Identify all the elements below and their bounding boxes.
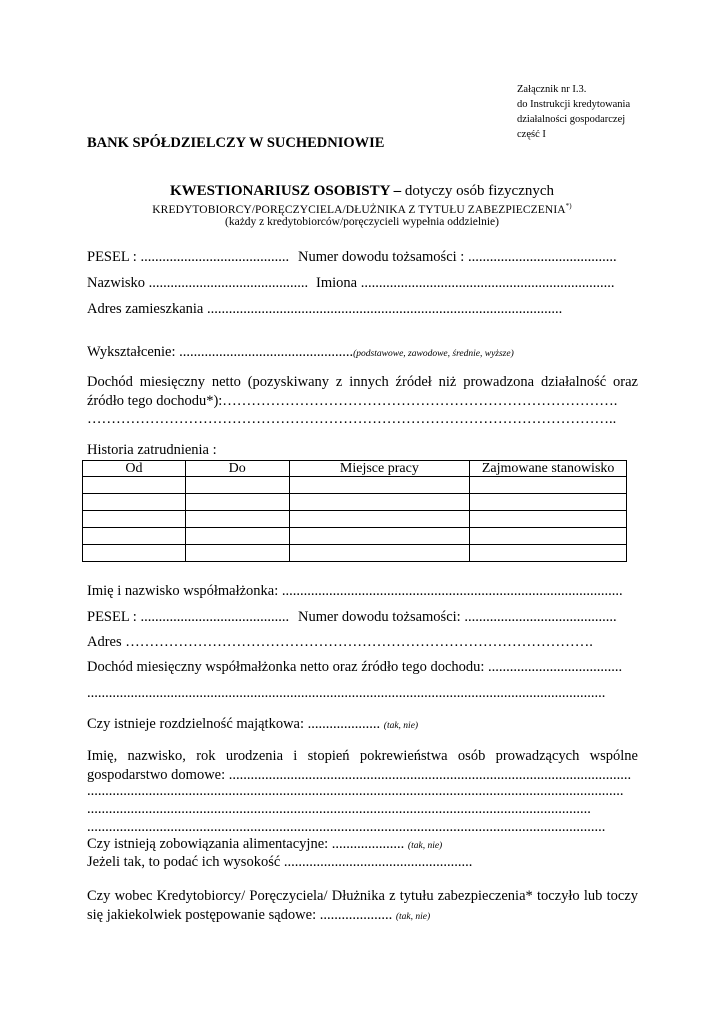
alimony-text: Czy istnieją zobowiązania alimentacyjne: .................... (87, 836, 405, 852)
cell-to[interactable] (185, 545, 289, 562)
household-field[interactable]: Imię, nazwisko, rok urodzenia i stopień pokrewieństwa osób prowadzących wspólne gospodarstwo domowe: ............................................................................................................... (87, 748, 638, 783)
table-row (83, 511, 627, 528)
spouse-address-field[interactable]: Adres ……………………………………………………………………………………. (87, 634, 593, 650)
education-field[interactable] (87, 344, 514, 361)
court-text: Czy wobec Kredytobiorcy/ Poręczyciela/ Dłużnika z tytułu zabezpieczenia* toczyło lub toczy się jakiekolwiek postępowanie sądowe: .................... (87, 888, 638, 923)
names-field[interactable]: Imiona ...................................................................... (316, 275, 615, 291)
spouse-income-field[interactable]: Dochód miesięczny współmałżonka netto oraz źródło tego dochodu: ..................................... (87, 659, 623, 675)
bank-name: BANK SPÓŁDZIELCZY W SUCHEDNIOWIE (87, 135, 385, 151)
table-row (83, 477, 627, 494)
cell-position[interactable] (470, 511, 627, 528)
household-line[interactable]: .................................................................................................................................................... (87, 783, 624, 799)
cell-to[interactable] (185, 528, 289, 545)
cell-to[interactable] (185, 494, 289, 511)
cell-from[interactable] (83, 511, 186, 528)
cell-from[interactable] (83, 528, 186, 545)
address-field[interactable]: Adres zamieszkania .................................................................................................. (87, 301, 563, 317)
header-to: Do (185, 461, 289, 477)
cell-workplace[interactable] (289, 545, 470, 562)
table-row (83, 545, 627, 562)
history-table (82, 460, 627, 562)
header-position: Zajmowane stanowisko (470, 461, 627, 477)
cell-position[interactable] (470, 494, 627, 511)
annex-line: część I (517, 129, 546, 140)
annex-line: do Instrukcji kredytowania (517, 99, 631, 110)
spouse-income-continuation[interactable]: ............................................................................................................................................... (87, 685, 606, 701)
property-text: Czy istnieje rozdzielność majątkowa: .................... (87, 716, 381, 732)
income-continuation[interactable]: ……………………………………………………………………………………………….. (87, 411, 617, 427)
cell-from[interactable] (83, 545, 186, 562)
form-title-bold: KWESTIONARIUSZ OSOBISTY – (169, 183, 402, 199)
spouse-name-field[interactable]: Imię i nazwisko współmałżonka: .............................................................................................. (87, 583, 623, 599)
education-text: Wykształcenie: ................................................ (87, 344, 354, 360)
cell-workplace[interactable] (289, 494, 470, 511)
alimony-field[interactable] (87, 836, 442, 853)
form-title (0, 183, 724, 200)
table-header-row (83, 461, 627, 477)
cell-position[interactable] (470, 545, 627, 562)
alimony-amount-field[interactable]: Jeżeli tak, to podać ich wysokość .................................................... (87, 854, 473, 870)
court-proceedings-field[interactable] (87, 887, 638, 927)
annex-line: Załącznik nr I.3. (517, 84, 587, 95)
annex-note (517, 82, 630, 142)
property-separation-field[interactable] (87, 716, 418, 733)
form-subtitle (0, 202, 724, 216)
income-field[interactable]: Dochód miesięczny netto (pozyskiwany z innych źródeł niż prowadzona działalność oraz źródło tego dochodu*):………………………………………………………………………. (87, 374, 638, 409)
property-hint: (tak, nie) (383, 721, 419, 731)
household-line[interactable]: ............................................................................................................................................... (87, 819, 606, 835)
cell-workplace[interactable] (289, 528, 470, 545)
court-hint: (tak, nie) (395, 912, 431, 922)
form-note: (każdy z kredytobiorców/poręczycieli wypełnia oddzielnie) (225, 216, 499, 228)
cell-from[interactable] (83, 494, 186, 511)
spouse-pesel-field[interactable]: PESEL : ......................................... (87, 609, 290, 625)
header-workplace: Miejsce pracy (289, 461, 470, 477)
cell-from[interactable] (83, 477, 186, 494)
form-title-rest: dotyczy osób fizycznych (401, 183, 555, 199)
cell-to[interactable] (185, 511, 289, 528)
cell-to[interactable] (185, 477, 289, 494)
header-from: Od (83, 461, 186, 477)
annex-line: działalności gospodarczej (517, 114, 626, 125)
cell-workplace[interactable] (289, 511, 470, 528)
surname-field[interactable]: Nazwisko ............................................ (87, 275, 309, 291)
subtitle-mark: *) (565, 202, 572, 210)
cell-position[interactable] (470, 528, 627, 545)
spouse-id-doc-field[interactable]: Numer dowodu tożsamości: .......................................... (298, 609, 617, 625)
table-row (83, 494, 627, 511)
id-doc-field[interactable]: Numer dowodu tożsamości : ......................................... (298, 249, 617, 265)
pesel-field[interactable]: PESEL : ......................................... (87, 249, 290, 265)
table-row (83, 528, 627, 545)
cell-position[interactable] (470, 477, 627, 494)
cell-workplace[interactable] (289, 477, 470, 494)
alimony-hint: (tak, nie) (407, 841, 443, 851)
history-label: Historia zatrudnienia : (87, 442, 217, 458)
household-line[interactable]: ........................................................................................................................................... (87, 801, 591, 817)
education-hint: (podstawowe, zawodowe, średnie, wyższe) (353, 349, 514, 359)
subtitle-text: KREDYTOBIORCY/PORĘCZYCIELA/DŁUŻNIKA Z TYTUŁU ZABEZPIECZENIA (152, 203, 566, 216)
